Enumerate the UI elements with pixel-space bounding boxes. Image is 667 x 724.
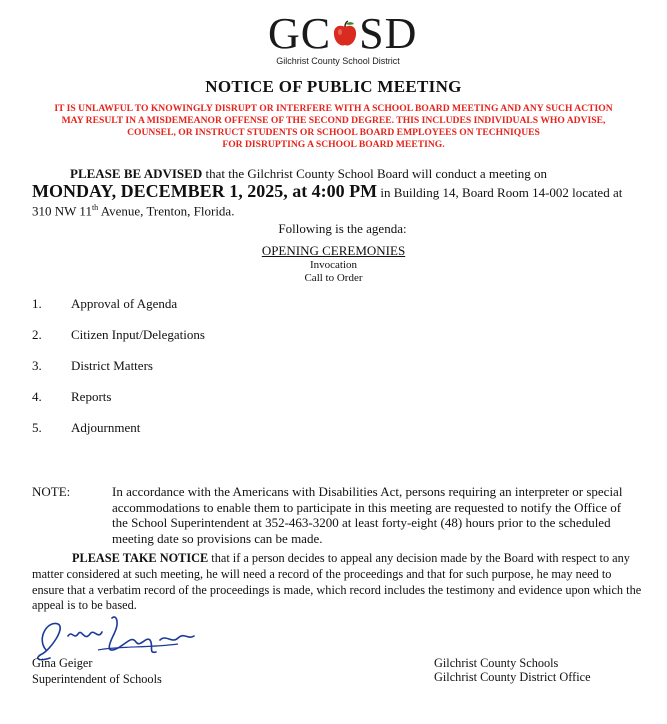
agenda-item-number: 5. bbox=[32, 420, 42, 435]
agenda-item-label: District Matters bbox=[71, 358, 153, 373]
logo-right-text: SD bbox=[359, 9, 418, 58]
org-name: Gilchrist County Schools bbox=[434, 656, 559, 670]
agenda-item-label: Approval of Agenda bbox=[71, 296, 178, 311]
notice-bold: PLEASE TAKE NOTICE bbox=[72, 551, 209, 565]
agenda-item-number: 1. bbox=[32, 296, 42, 311]
opening-item-invocation: Invocation bbox=[309, 259, 358, 271]
agenda-item-number: 2. bbox=[32, 327, 42, 342]
agenda-item-number: 3. bbox=[32, 358, 42, 373]
intro-rest: that the Gilchrist County School Board will conduct a meeting on bbox=[202, 166, 548, 181]
logo-left-text: GC bbox=[268, 9, 332, 58]
opening-item-call-to-order: Call to Order bbox=[304, 272, 363, 284]
intro-bold: PLEASE BE ADVISED bbox=[70, 166, 203, 181]
signer-title: Superintendent of Schools bbox=[32, 672, 162, 686]
agenda-item-label: Reports bbox=[71, 389, 112, 404]
notice-rest: that if a person decides to appeal any decision made by the Board with respect to any matter considered at such meeting, he will need a record of the proceedings and that for such purpose, he may need to ensure that a verbatim record of the proceedings is made, which record includes the testimony and evidence upon which the appeal is to be based. bbox=[32, 551, 642, 613]
logo-subtitle: Gilchrist County School District bbox=[276, 56, 400, 66]
warning-line: FOR DISRUPTING A SCHOOL BOARD MEETING. bbox=[222, 139, 445, 150]
agenda-item-label: Citizen Input/Delegations bbox=[71, 327, 205, 342]
org-office: Gilchrist County District Office bbox=[434, 670, 591, 684]
opening-ceremonies-heading: OPENING CEREMONIES bbox=[261, 243, 406, 258]
legal-warning bbox=[20, 103, 647, 151]
warning-line: MAY RESULT IN A MISDEMEANOR OFFENSE OF THE SECOND DEGREE. THIS INCLUDES INDIVIDUALS WHO ADVISE, bbox=[61, 115, 606, 126]
meeting-date-line bbox=[32, 181, 622, 202]
apple-icon bbox=[332, 20, 358, 48]
note-label: NOTE: bbox=[32, 484, 71, 499]
agenda-item-number: 4. bbox=[32, 389, 42, 404]
agenda-intro: Following is the agenda: bbox=[278, 221, 407, 236]
warning-line: IT IS UNLAWFUL TO KNOWINGLY DISRUPT OR INTERFERE WITH A SCHOOL BOARD MEETING AND ANY SUCH ACTION bbox=[54, 103, 613, 114]
warning-line: COUNSEL, OR INSTRUCT STUDENTS OR SCHOOL BOARD EMPLOYEES ON TECHNIQUES bbox=[127, 127, 540, 138]
meeting-date: MONDAY, DECEMBER 1, 2025, at 4:00 PM bbox=[32, 181, 378, 201]
address-part: 310 NW 11 bbox=[32, 203, 92, 219]
address-part: Avenue, Trenton, Florida. bbox=[98, 203, 235, 219]
appeal-notice bbox=[32, 551, 642, 614]
district-logo bbox=[268, 9, 418, 72]
intro-paragraph bbox=[70, 166, 547, 182]
address-sup: th bbox=[91, 203, 99, 212]
note-text: In accordance with the Americans with Disabilities Act, persons requiring an interpreter or special accommodations to enable them to participate in this meeting are requested to notify the Office of the School Superintendent at 352-463-3200 at least forty-eight (48) hours prior to the scheduled meeting date so provisions can be made. bbox=[112, 484, 623, 546]
agenda-item-label: Adjournment bbox=[71, 420, 141, 435]
meeting-location: in Building 14, Board Room 14-002 located at bbox=[377, 185, 623, 200]
meeting-address bbox=[32, 203, 234, 219]
signer-name: Gina Geiger bbox=[32, 656, 93, 670]
logo-lettering bbox=[268, 9, 418, 58]
page-title: NOTICE OF PUBLIC MEETING bbox=[205, 77, 462, 96]
